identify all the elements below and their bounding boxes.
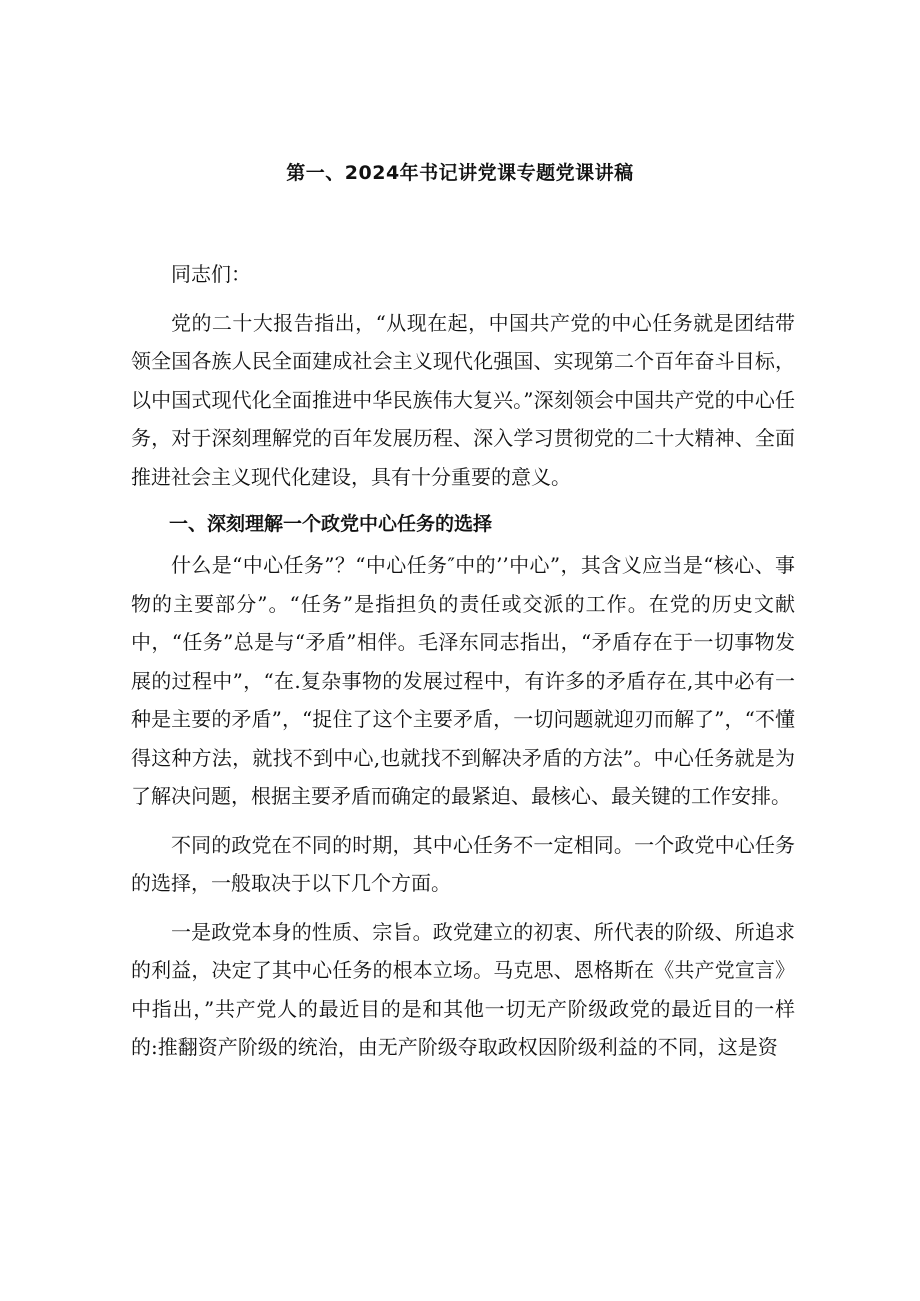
section-heading-1: 一、深刻理解一个政党中心任务的选择	[169, 513, 493, 535]
document-body	[131, 255, 795, 1077]
salutation: 同志们：	[171, 262, 251, 286]
paragraph-3: 不同的政党在不同的时期，其中心任务不一定相同。一个政党中心任务的选择，一般取决于以下几个方面。	[131, 832, 795, 895]
paragraph-4: 一是政党本身的性质、宗旨。政党建立的初衷、所代表的阶级、所追求的利益，决定了其中心任务的根本立场。马克思、恩格斯在《共产党宣言》中指出，”共产党人的最近目的是和其他一切无产阶级政党的最近目的一样的:推翻资产阶级的统治，由无产阶级夺取政权因阶级利益的不同，这是资	[131, 919, 795, 1059]
paragraph-1: 党的二十大报告指出，“从现在起，中国共产党的中心任务就是团结带领全国各族人民全面建成社会主义现代化强国、实现第二个百年奋斗目标，以中国式现代化全面推进中华民族伟大复兴。”深刻领会中国共产党的中心任务，对于深刻理解党的百年发展历程、深入学习贯彻党的二十大精神、全面推进社会主义现代化建设，具有十分重要的意义。	[131, 310, 795, 489]
paragraph-2: 什么是“中心任务”？“中心任务″中的’’中心”，其含义应当是“核心、事物的主要部分”。“任务”是指担负的责任或交派的工作。在党的历史文献中，“任务”总是与“矛盾”相伴。毛泽东同志指出，“矛盾存在于一切事物发展的过程中”，“在.复杂事物的发展过程中，有许多的矛盾存在,其中必有一种是主要的矛盾”，“捉住了这个主要矛盾，一切问题就迎刃而解了”，“不懂得这种方法，就找不到中心,也就找不到解决矛盾的方法”。中心任务就是为了解决问题，根据主要矛盾而确定的最紧迫、最核心、最关键的工作安排。	[131, 553, 795, 808]
document-title: 第一、2024年书记讲党课专题党课讲稿	[286, 162, 634, 184]
